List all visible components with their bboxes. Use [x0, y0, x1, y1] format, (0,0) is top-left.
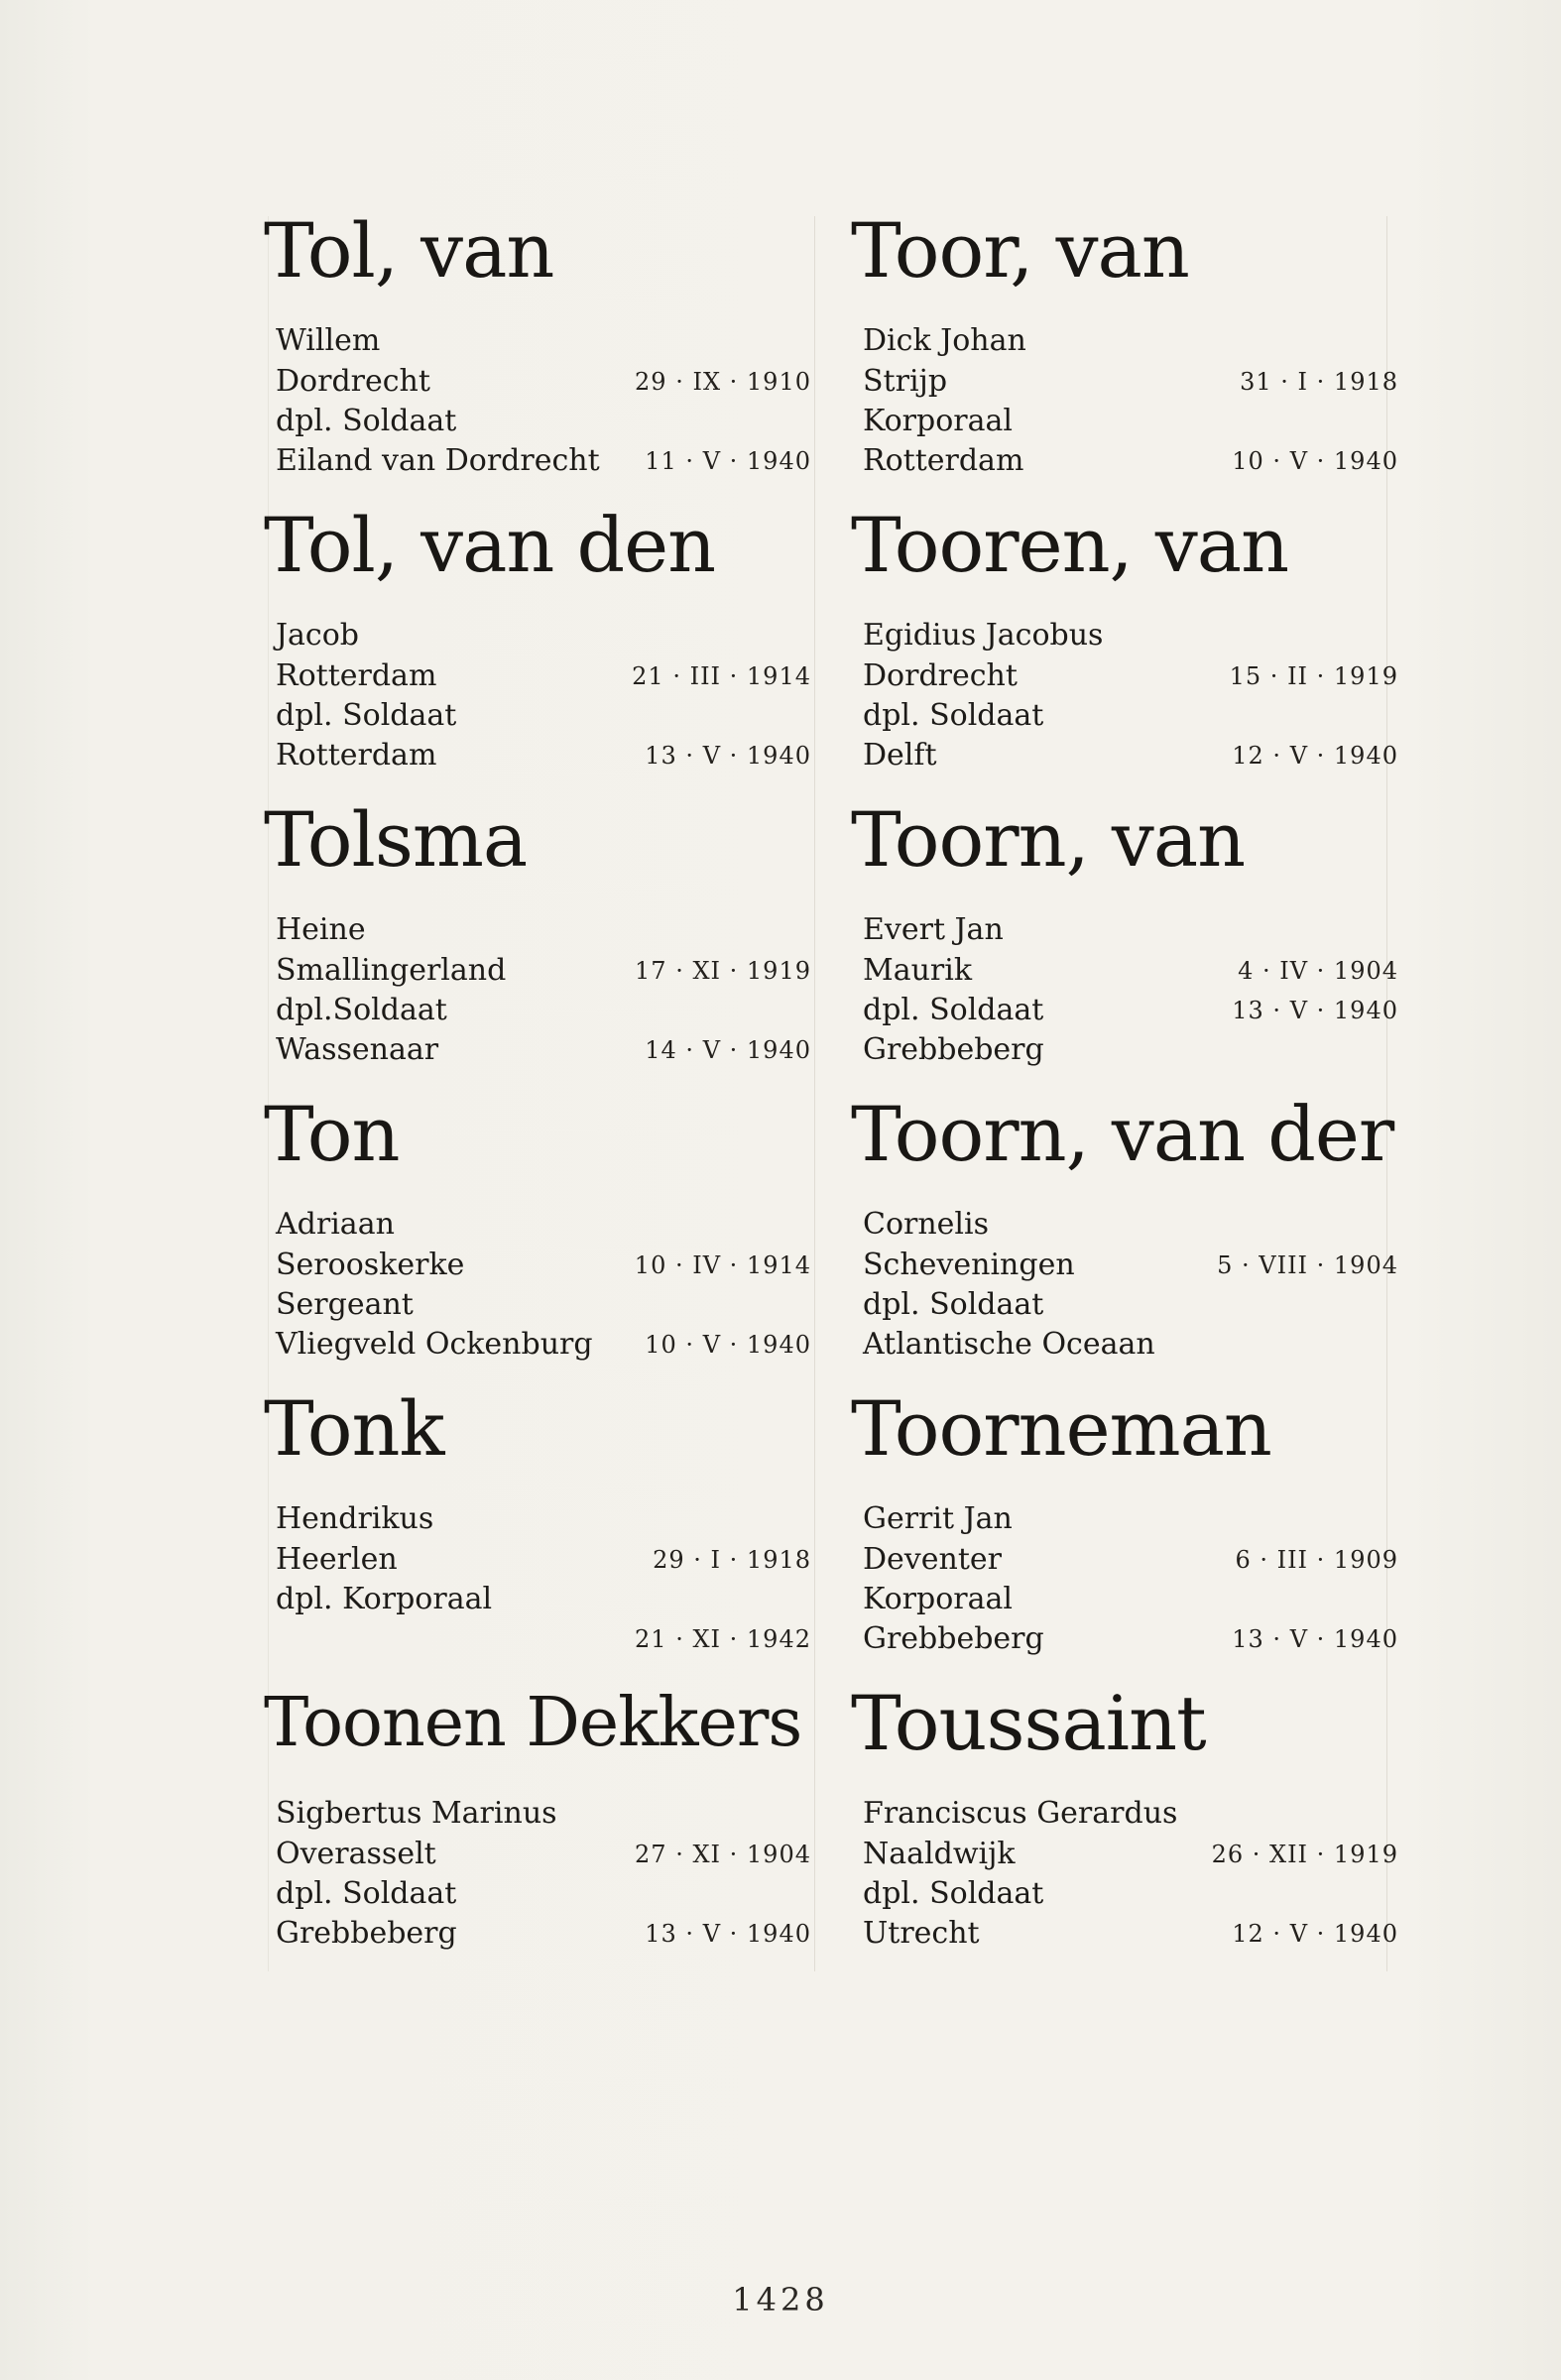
birthplace: Strijp [863, 364, 948, 399]
given-names: Egidius Jacobus [863, 618, 1104, 653]
death-date: 13 · V · 1940 [1232, 1625, 1398, 1653]
birth-date: 15 · II · 1919 [1229, 662, 1398, 690]
rank: dpl. Soldaat [863, 1287, 1044, 1322]
rank: dpl. Soldaat [276, 1876, 457, 1911]
rank-row [863, 1580, 1398, 1619]
death-date: 12 · V · 1940 [1232, 742, 1398, 770]
birthplace: Heerlen [276, 1542, 398, 1577]
death-date: 10 · V · 1940 [645, 1331, 811, 1359]
death-place: Grebbeberg [863, 1032, 1044, 1067]
birthplace: Deventer [863, 1542, 1002, 1577]
entry-tol-van [264, 206, 811, 494]
entry-toussaint [851, 1679, 1398, 1966]
surname: Tolsma [264, 795, 528, 884]
birth-row [276, 1540, 811, 1580]
death-place: Rotterdam [276, 738, 437, 773]
entry-tooren-van [851, 501, 1398, 788]
birth-row [863, 1540, 1398, 1580]
rank: dpl. Soldaat [276, 404, 457, 438]
birth-row [863, 1246, 1398, 1285]
birthplace: Naaldwijk [863, 1837, 1016, 1871]
birth-date: 29 · I · 1918 [653, 1546, 811, 1574]
birth-row [863, 951, 1398, 991]
rank-row [276, 1874, 811, 1914]
death-place: Vliegveld Ockenburg [276, 1327, 593, 1362]
birth-date: 6 · III · 1909 [1235, 1546, 1398, 1574]
given-names-row [276, 616, 811, 655]
death-date: 13 · V · 1940 [1232, 997, 1398, 1024]
rank-row [276, 1285, 811, 1325]
rank: dpl. Soldaat [276, 698, 457, 733]
death-row [276, 1030, 811, 1070]
surname: Toussaint [851, 1679, 1206, 1767]
given-names: Franciscus Gerardus [863, 1796, 1178, 1831]
rank: Korporaal [863, 1582, 1013, 1616]
death-place: Grebbeberg [863, 1621, 1044, 1656]
rank: Sergeant [276, 1287, 414, 1322]
given-names-row [863, 910, 1398, 950]
surname: Toonen Dekkers [264, 1684, 802, 1762]
death-row [276, 1914, 811, 1954]
birth-row [276, 1246, 811, 1285]
entry-toonen-dekkers [264, 1679, 811, 1966]
rank-row [276, 991, 811, 1030]
birth-date: 17 · XI · 1919 [635, 957, 811, 985]
rank-row [276, 1580, 811, 1619]
given-names: Dick Johan [863, 323, 1026, 358]
given-names-row [276, 1794, 811, 1834]
given-names-row [863, 321, 1398, 361]
death-place: Grebbeberg [276, 1916, 457, 1951]
rank-row [863, 1285, 1398, 1325]
given-names: Jacob [276, 618, 359, 653]
given-names: Sigbertus Marinus [276, 1796, 557, 1831]
death-row [276, 1325, 811, 1365]
column-rule-center [814, 216, 815, 1971]
entry-tol-van-den [264, 501, 811, 788]
death-place: Utrecht [863, 1916, 980, 1951]
death-date: 11 · V · 1940 [645, 447, 811, 475]
death-place: Eiland van Dordrecht [276, 443, 600, 478]
rank-row [863, 696, 1398, 736]
death-date: 21 · XI · 1942 [635, 1625, 811, 1653]
given-names-row [276, 1205, 811, 1245]
surname: Toorn, van [851, 795, 1246, 884]
birth-date: 26 · XII · 1919 [1211, 1841, 1398, 1868]
surname: Ton [264, 1090, 400, 1178]
given-names-row [863, 1794, 1398, 1834]
birth-row [863, 362, 1398, 402]
rank: dpl.Soldaat [276, 993, 447, 1027]
death-date: 10 · V · 1940 [1232, 447, 1398, 475]
birth-date: 4 · IV · 1904 [1238, 957, 1398, 985]
birthplace: Serooskerke [276, 1248, 465, 1282]
surname: Tooren, van [851, 501, 1289, 589]
death-place: Delft [863, 738, 937, 773]
entry-toorn-van [851, 795, 1398, 1083]
birthplace: Smallingerland [276, 953, 507, 988]
rank: dpl. Korporaal [276, 1582, 493, 1616]
surname: Tonk [264, 1384, 444, 1473]
birthplace: Dordrecht [863, 658, 1018, 693]
birth-row [863, 656, 1398, 696]
surname: Tol, van [264, 206, 554, 295]
rank-row [276, 402, 811, 441]
given-names-row [863, 616, 1398, 655]
entry-tonk [264, 1384, 811, 1672]
birth-row [276, 951, 811, 991]
entry-tolsma [264, 795, 811, 1083]
death-place: Wassenaar [276, 1032, 439, 1067]
death-place: Rotterdam [863, 443, 1024, 478]
death-date: 12 · V · 1940 [1232, 1920, 1398, 1948]
given-names-row [276, 1499, 811, 1539]
death-date: 13 · V · 1940 [645, 1920, 811, 1948]
given-names: Heine [276, 912, 366, 947]
surname: Tol, van den [264, 501, 716, 589]
death-row [863, 441, 1398, 481]
surname: Toorn, van der [851, 1090, 1394, 1178]
rank-row [276, 696, 811, 736]
given-names-row [276, 321, 811, 361]
given-names: Willem [276, 323, 381, 358]
birthplace: Maurik [863, 953, 973, 988]
birth-row [863, 1835, 1398, 1874]
given-names-row [863, 1205, 1398, 1245]
given-names: Gerrit Jan [863, 1501, 1013, 1536]
death-row [863, 1325, 1398, 1365]
birthplace: Overasselt [276, 1837, 436, 1871]
death-row [863, 1030, 1398, 1070]
rank: dpl. Soldaat [863, 1876, 1044, 1911]
birthplace: Dordrecht [276, 364, 430, 399]
birth-row [276, 1835, 811, 1874]
rank: dpl. Soldaat [863, 993, 1044, 1027]
birth-date: 21 · III · 1914 [632, 662, 811, 690]
birth-row [276, 362, 811, 402]
death-row [276, 1619, 811, 1659]
rank-row [863, 402, 1398, 441]
entry-toorneman [851, 1384, 1398, 1672]
birthplace: Scheveningen [863, 1248, 1075, 1282]
entry-toor-van [851, 206, 1398, 494]
page-number: 1428 [732, 2281, 829, 2319]
rank: Korporaal [863, 404, 1013, 438]
birth-row [276, 656, 811, 696]
given-names: Adriaan [276, 1207, 395, 1242]
given-names-row [276, 910, 811, 950]
death-row [863, 736, 1398, 775]
birth-date: 29 · IX · 1910 [635, 368, 811, 396]
birth-date: 27 · XI · 1904 [635, 1841, 811, 1868]
surname: Toor, van [851, 206, 1189, 295]
death-row [276, 736, 811, 775]
death-row [863, 1914, 1398, 1954]
death-date: 14 · V · 1940 [645, 1036, 811, 1064]
birth-date: 5 · VIII · 1904 [1217, 1251, 1398, 1279]
surname: Toorneman [851, 1384, 1271, 1473]
entry-ton [264, 1090, 811, 1377]
rank-row [863, 1874, 1398, 1914]
given-names: Hendrikus [276, 1501, 434, 1536]
entry-toorn-van-der [851, 1090, 1398, 1377]
birth-date: 10 · IV · 1914 [634, 1251, 811, 1279]
birthplace: Rotterdam [276, 658, 437, 693]
death-row [863, 1619, 1398, 1659]
given-names: Evert Jan [863, 912, 1004, 947]
rank-row [863, 991, 1398, 1030]
death-place: Atlantische Oceaan [863, 1327, 1155, 1362]
birth-date: 31 · I · 1918 [1240, 368, 1398, 396]
given-names-row [863, 1499, 1398, 1539]
rank: dpl. Soldaat [863, 698, 1044, 733]
given-names: Cornelis [863, 1207, 990, 1242]
death-date: 13 · V · 1940 [645, 742, 811, 770]
death-row [276, 441, 811, 481]
